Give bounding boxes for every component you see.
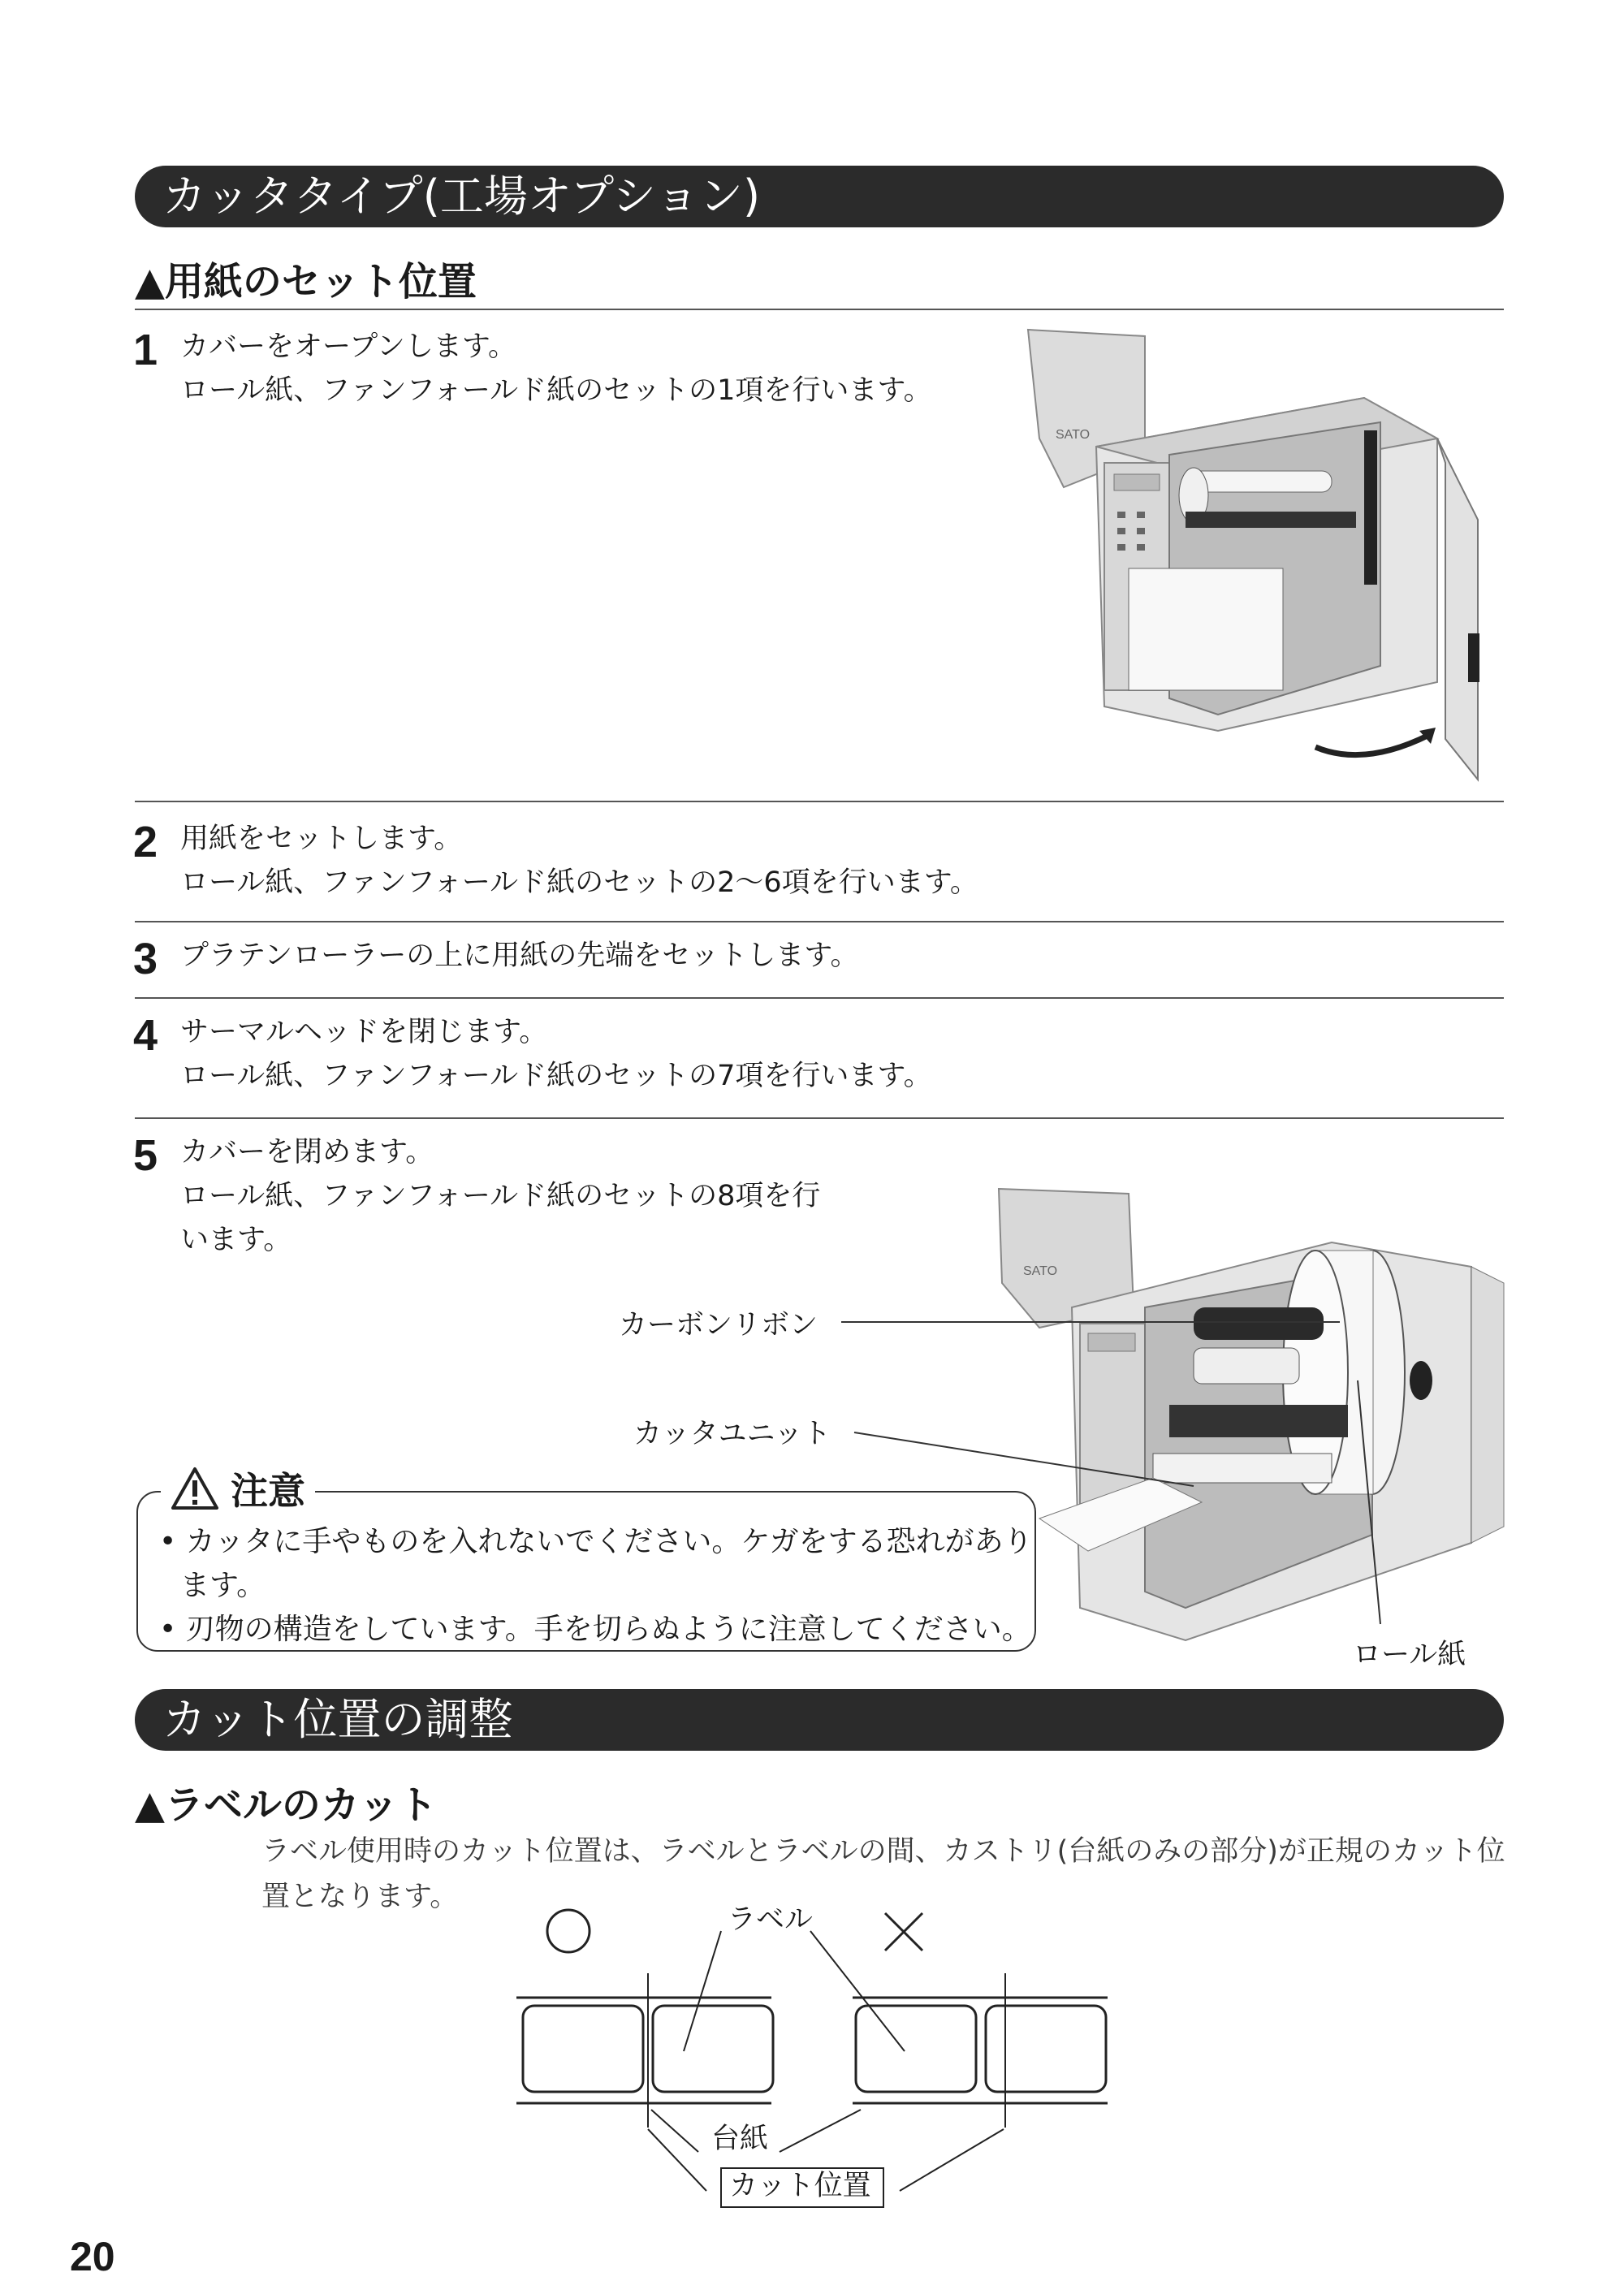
leader-roll — [1358, 1380, 1380, 1624]
step-number-1: 1 — [133, 326, 158, 374]
cut-pointer-right — [900, 2129, 1004, 2191]
caution-item-1-line-2: ます。 — [180, 1569, 266, 1602]
body-text-line-1: ラベル使用時のカット位置は、ラベルとラベルの間、カストリ(台紙のみの部分)が正規のカット位 — [261, 1835, 1505, 1868]
section-banner-cut-position — [135, 1689, 1504, 1751]
backing-pointer-left — [651, 2110, 698, 2152]
step-5-line-3: います。 — [180, 1224, 292, 1256]
step-number-5: 5 — [133, 1131, 158, 1180]
step-number-3: 3 — [133, 935, 158, 983]
cut-position-diagram — [503, 1884, 1129, 2209]
step-3-line-1: プラテンローラーの上に用紙の先端をセットします。 — [180, 940, 859, 972]
step-4-line-2: ロール紙、ファンフォールド紙のセットの7項を行います。 — [180, 1060, 932, 1092]
label-rect — [523, 2006, 643, 2092]
warning-icon — [171, 1467, 219, 1510]
label-rect — [653, 2006, 773, 2092]
page-number: 20 — [70, 2234, 115, 2279]
brand-text-top: SATO — [1056, 428, 1091, 442]
callout-cutter-unit: カッタユニット — [633, 1418, 831, 1450]
caution-item-2-line-1: • 刃物の構造をしています。手を切らぬように注意してください。 — [159, 1613, 1031, 1646]
section-title: カッタタイプ(工場オプション) — [162, 171, 761, 222]
backing-pointer-right — [780, 2110, 861, 2152]
step-1-line-2: ロール紙、ファンフォールド紙のセットの1項を行います。 — [180, 374, 932, 407]
subheading-label-cut: ▲ラベルのカット — [135, 1782, 438, 1828]
step-number-2: 2 — [133, 818, 158, 866]
correct-circle-icon — [547, 1910, 590, 1952]
callout-roll-paper: ロール紙 — [1353, 1639, 1466, 1671]
label-pointer-right — [810, 1931, 905, 2051]
step-4-line-1: サーマルヘッドを閉じます。 — [180, 1016, 548, 1048]
diagram-cut-position-text: カット位置 — [729, 2170, 871, 2202]
section-title: カット位置の調整 — [162, 1694, 513, 1745]
step-5-line-1: カバーを閉めます。 — [180, 1136, 434, 1169]
caution-header — [161, 1460, 315, 1517]
diagram-backing-text: 台紙 — [711, 2123, 769, 2155]
cut-pointer-left — [648, 2129, 706, 2191]
step-1-line-1: カバーをオープンします。 — [180, 330, 517, 363]
subheading-paper-set-position: ▲用紙のセット位置 — [135, 259, 477, 305]
label-rect — [986, 2006, 1106, 2092]
step-number-4: 4 — [133, 1011, 158, 1060]
label-rect — [856, 2006, 976, 2092]
diagram-label-text: ラベル — [728, 1903, 814, 1936]
label-pointer-left — [684, 1931, 721, 2051]
caution-title: 注意 — [231, 1469, 305, 1513]
step-5-line-2: ロール紙、ファンフォールド紙のセットの8項を行 — [180, 1180, 821, 1212]
step-2-line-1: 用紙をセットします。 — [180, 823, 463, 855]
caution-item-1-line-1: • カッタに手やものを入れないでください。ケガをする恐れがあり — [159, 1525, 1033, 1558]
step-2-line-2: ロール紙、ファンフォールド紙のセットの2〜6項を行います。 — [180, 866, 978, 899]
leader-cutter — [854, 1432, 1194, 1486]
brand-text-bottom: SATO — [1023, 1264, 1058, 1278]
callout-carbon-ribbon: カーボンリボン — [619, 1309, 818, 1341]
body-text-line-2: 置となります。 — [261, 1881, 459, 1913]
